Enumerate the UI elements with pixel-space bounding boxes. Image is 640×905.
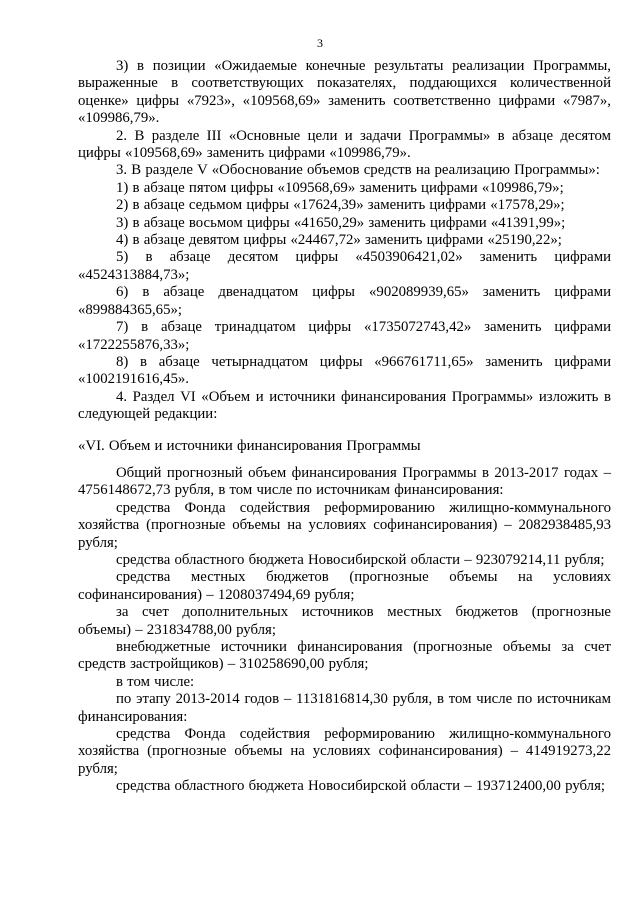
paragraph-section-iii: 2. В разделе III «Основные цели и задачи Программы» в абзаце десятом цифры «109568,69» заменить цифрами «109986,79». <box>78 127 611 162</box>
paragraph-stage-regional-budget: средства областного бюджета Новосибирской области – 193712400,00 рубля; <box>116 778 605 795</box>
page-number: 3 <box>317 36 323 50</box>
paragraph-list-item-4: 4) в абзаце девятом цифры «24467,72» заменить цифрами «25190,22»; <box>116 232 562 249</box>
paragraph-section-vi-instruction: 4. Раздел VI «Объем и источники финансирования Программы» изложить в следующей редакции: <box>78 388 611 423</box>
paragraph-item-3-position: 3) в позиции «Ожидаемые конечные результаты реализации Программы, выраженные в соответствующих показателях, поддающихся количественной оценке» цифры «7923», «109568,69» заменить соответственно цифрами «7987», «109986,79». <box>78 58 611 127</box>
paragraph-list-item-7: 7) в абзаце тринадцатом цифры «1735072743,42» заменить цифрами «1722255876,33»; <box>78 319 611 353</box>
paragraph-fund-financing: средства Фонда содействия реформированию жилищно-коммунального хозяйства (прогнозные объемы на условиях софинансирования) – 2082938485,93 рубля; <box>78 499 611 551</box>
paragraph-stage-fund-financing: средства Фонда содействия реформированию жилищно-коммунального хозяйства (прогнозные объемы на условиях софинансирования) – 414919273,22 рубля; <box>78 726 611 777</box>
paragraph-additional-local-sources: за счет дополнительных источников местных бюджетов (прогнозные объемы) – 231834788,00 рубля; <box>78 604 611 638</box>
paragraph-total-financing: Общий прогнозный объем финансирования Программы в 2013-2017 годах – 4756148672,73 рубля, в том числе по источникам финансирования: <box>78 464 611 499</box>
paragraph-extrabudgetary-sources: внебюджетные источники финансирования (прогнозные объемы за счет средств застройщиков) – 310258690,00 рубля; <box>78 639 611 673</box>
paragraph-list-item-6: 6) в абзаце двенадцатом цифры «902089939,65» заменить цифрами «899884365,65»; <box>78 284 611 318</box>
paragraph-regional-budget: средства областного бюджета Новосибирской области – 923079214,11 рубля; <box>116 551 605 568</box>
paragraph-stage-2013-2014: по этапу 2013-2014 годов – 1131816814,30 рубля, в том числе по источникам финансирования: <box>78 691 611 725</box>
paragraph-section-v: 3. В разделе V «Обоснование объемов средств на реализацию Программы»: <box>116 162 600 179</box>
paragraph-including: в том числе: <box>116 673 195 690</box>
paragraph-list-item-5: 5) в абзаце десятом цифры «4503906421,02» заменить цифрами «4524313884,73»; <box>78 249 611 283</box>
paragraph-list-item-8: 8) в абзаце четырнадцатом цифры «966761711,65» заменить цифрами «1002191616,45». <box>78 353 611 388</box>
paragraph-list-item-1: 1) в абзаце пятом цифры «109568,69» заменить цифрами «109986,79»; <box>116 179 564 196</box>
section-title: «VI. Объем и источники финансирования Программы <box>78 437 421 454</box>
paragraph-local-budgets: средства местных бюджетов (прогнозные объемы на условиях софинансирования) – 1208037494,69 рубля; <box>78 569 611 603</box>
paragraph-list-item-2: 2) в абзаце седьмом цифры «17624,39» заменить цифрами «17578,29»; <box>116 197 565 214</box>
paragraph-list-item-3: 3) в абзаце восьмом цифры «41650,29» заменить цифрами «41391,99»; <box>116 214 566 231</box>
document-body <box>78 58 611 796</box>
